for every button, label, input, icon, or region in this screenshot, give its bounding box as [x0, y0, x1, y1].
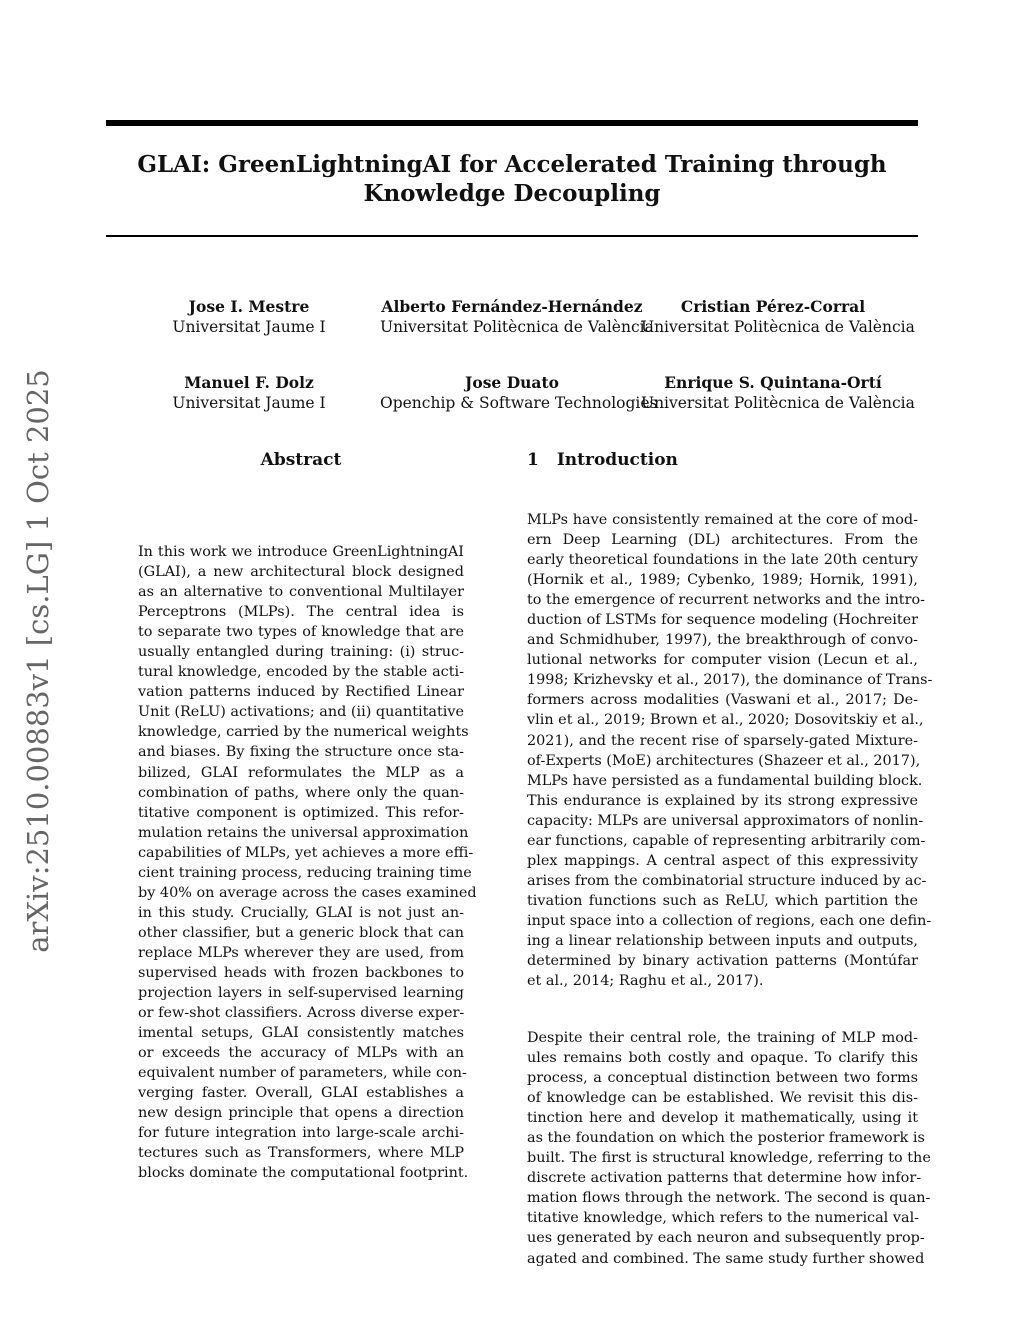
text-line: mulation retains the universal approximation: [138, 824, 469, 841]
text-line: tectures such as Transformers, where MLP: [138, 1145, 464, 1162]
text-line: et al., 2014; Raghu et al., 2017).: [527, 973, 764, 990]
title-top-rule: [106, 120, 918, 126]
introduction-paragraph-2: [527, 1028, 931, 1269]
author-block: [380, 297, 654, 337]
text-line: formers across modalities (Vaswani et al., 2017; De-: [527, 692, 918, 709]
text-line: blocks dominate the computational footprint.: [138, 1165, 469, 1182]
text-line: replace MLPs wherever they are used, from: [138, 944, 464, 961]
title-line-2: Knowledge Decoupling: [363, 180, 661, 207]
text-line: or exceeds the accuracy of MLPs with an: [138, 1045, 464, 1062]
author-name: Jose Duato: [465, 373, 559, 392]
text-line: for future integration into large-scale archi-: [138, 1125, 464, 1142]
text-line: early theoretical foundations in the late 20th century: [527, 552, 918, 569]
text-line: plex mappings. A central aspect of this expressivity: [527, 852, 918, 869]
title-line-1: GLAI: GreenLightningAI for Accelerated Training through: [137, 151, 887, 178]
text-line: verging faster. Overall, GLAI establishes a: [138, 1085, 464, 1102]
text-line: by 40% on average across the cases examined: [138, 884, 477, 901]
text-line: of knowledge can be established. We revisit this dis-: [527, 1090, 918, 1107]
text-line: knowledge, carried by the numerical weights: [138, 724, 469, 741]
text-line: as an alternative to conventional Multilayer: [138, 584, 464, 601]
text-line: mation flows through the network. The second is quan-: [527, 1190, 931, 1207]
text-line: MLPs have persisted as a fundamental building block.: [527, 772, 923, 789]
text-line: usually entangled during training: (i) struc-: [138, 644, 464, 661]
text-line: 2021), and the recent rise of sparsely-gated Mixture-: [527, 732, 918, 749]
text-line: supervised heads with frozen backbones to: [138, 964, 464, 981]
text-line: projection layers in self-supervised learning: [138, 985, 464, 1002]
text-line: capabilities of MLPs, yet achieves a more effi-: [138, 844, 474, 861]
text-line: process, a conceptual distinction between two forms: [527, 1070, 918, 1087]
text-line: new design principle that opens a direction: [138, 1105, 464, 1122]
section-title: Introduction: [556, 450, 678, 470]
text-line: ear functions, capable of representing arbitrarily com-: [527, 832, 926, 849]
text-line: This endurance is explained by its strong expressive: [527, 792, 918, 809]
text-line: imental setups, GLAI consistently matches: [138, 1025, 464, 1042]
introduction-paragraph-1: [527, 510, 933, 991]
author-affiliation: Openchip & Software Technologies: [380, 394, 658, 412]
text-line: 1998; Krizhevsky et al., 2017), the dominance of Trans-: [527, 672, 933, 689]
text-line: input space into a collection of regions, each one defin-: [527, 912, 932, 929]
text-line: duction of LSTMs for sequence modeling (Hochreiter: [527, 612, 918, 629]
text-line: MLPs have consistently remained at the core of mod-: [527, 512, 918, 528]
text-line: vation patterns induced by Rectified Linear: [138, 684, 464, 701]
author-affiliation: Universitat Politècnica de València: [641, 394, 915, 412]
arxiv-identifier: arXiv:2510.00883v1 [cs.LG] 1 Oct 2025: [21, 369, 55, 953]
text-line: cient training process, reducing training time: [138, 864, 472, 881]
text-line: lutional networks for computer vision (Lecun et al.,: [527, 652, 918, 669]
text-line: tural knowledge, encoded by the stable acti-: [138, 664, 464, 681]
text-line: ern Deep Learning (DL) architectures. From the: [527, 532, 918, 549]
author-block: [148, 297, 350, 337]
text-line: and Schmidhuber, 1997), the breakthrough of convo-: [527, 632, 918, 649]
text-line: and biases. By fixing the structure once sta-: [138, 744, 464, 761]
text-line: bilized, GLAI reformulates the MLP as a: [138, 764, 464, 781]
author-name: Alberto Fernández-Hernández: [381, 297, 643, 316]
text-line: built. The first is structural knowledge, referring to the: [527, 1150, 931, 1167]
author-name: Enrique S. Quintana-Ortí: [664, 373, 882, 392]
text-line: Perceptrons (MLPs). The central idea is: [138, 604, 464, 621]
title-bottom-rule: [106, 235, 918, 237]
text-line: titative component is optimized. This refor-: [138, 804, 464, 821]
text-line: arises from the combinatorial structure induced by ac-: [527, 872, 927, 889]
text-line: discrete activation patterns that determine how infor-: [527, 1170, 922, 1187]
text-line: as the foundation on which the posterior framework is: [527, 1130, 925, 1147]
text-line: other classifier, but a generic block that can: [138, 924, 464, 941]
author-block: [148, 373, 350, 413]
text-line: to separate two types of knowledge that are: [138, 624, 464, 641]
author-affiliation: Universitat Jaume I: [172, 394, 326, 412]
text-line: combination of paths, where only the quan-: [138, 784, 464, 801]
text-line: In this work we introduce GreenLightningAI: [138, 544, 464, 560]
author-name: Manuel F. Dolz: [184, 373, 314, 392]
text-line: tinction here and develop it mathematically, using it: [527, 1110, 918, 1127]
text-line: titative knowledge, which refers to the numerical val-: [527, 1210, 920, 1227]
author-block: [641, 373, 915, 413]
author-name: Cristian Pérez-Corral: [680, 297, 866, 316]
text-line: in this study. Crucially, GLAI is not just an-: [138, 904, 464, 921]
text-line: agated and combined. The same study further showed: [527, 1250, 925, 1267]
author-block: [380, 373, 658, 413]
section-number: 1: [527, 450, 539, 470]
text-line: capacity: MLPs are universal approximators of nonlin-: [527, 812, 924, 829]
text-line: (GLAI), a new architectural block designed: [138, 564, 464, 581]
text-line: or few-shot classifiers. Across diverse exper-: [138, 1005, 465, 1022]
text-line: ing a linear relationship between inputs and outputs,: [527, 932, 918, 949]
author-name: Jose I. Mestre: [188, 297, 310, 316]
text-line: vlin et al., 2019; Brown et al., 2020; Dosovitskiy et al.,: [527, 712, 924, 729]
text-line: Despite their central role, the training of MLP mod-: [527, 1030, 918, 1046]
author-affiliation: Universitat Politècnica de València: [380, 318, 654, 336]
text-line: ules remains both costly and opaque. To clarify this: [527, 1050, 918, 1067]
introduction-heading: [527, 450, 678, 470]
text-line: (Hornik et al., 1989; Cybenko, 1989; Hornik, 1991),: [527, 572, 918, 589]
text-line: determined by binary activation patterns (Montúfar: [527, 953, 918, 970]
author-affiliation: Universitat Politècnica de València: [641, 318, 915, 336]
text-line: ues generated by each neuron and subsequently prop-: [527, 1230, 925, 1247]
text-line: tivation functions such as ReLU, which partition the: [527, 892, 918, 909]
text-line: of-Experts (MoE) architectures (Shazeer et al., 2017),: [527, 752, 921, 769]
paper-title: [106, 150, 918, 208]
author-affiliation: Universitat Jaume I: [172, 318, 326, 336]
text-line: Unit (ReLU) activations; and (ii) quantitative: [138, 704, 465, 721]
text-line: to the emergence of recurrent networks and the intro-: [527, 592, 925, 609]
author-block: [641, 297, 915, 337]
abstract-body: [138, 542, 477, 1184]
text-line: equivalent number of parameters, while con-: [138, 1065, 467, 1082]
abstract-heading: Abstract: [260, 450, 342, 470]
